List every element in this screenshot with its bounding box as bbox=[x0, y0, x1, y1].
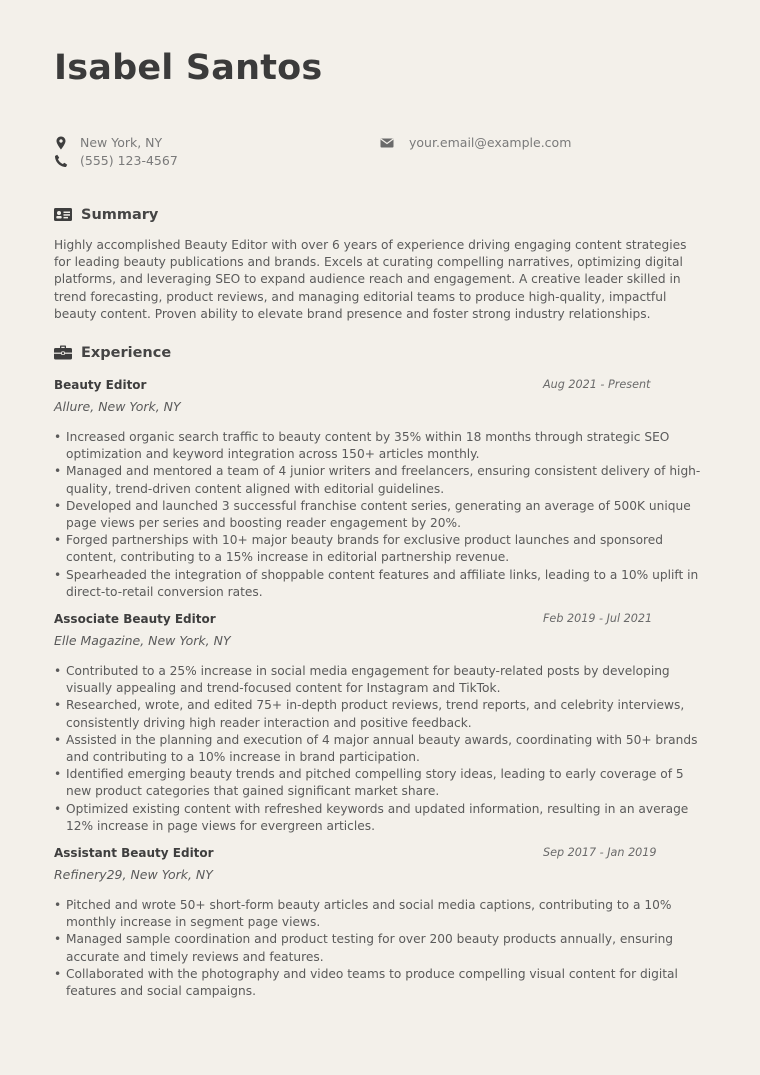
job-title: Beauty Editor bbox=[54, 378, 147, 392]
bullet-item: • Increased organic search traffic to beauty content by 35% within 18 months through strategic SEO optimization and keyword integration across 150+ articles monthly. bbox=[54, 429, 706, 463]
bullet-item: • Spearheaded the integration of shoppable content features and affiliate links, leading to a 10% uplift in direct-to-retail conversion rates. bbox=[54, 567, 706, 601]
id-card-icon bbox=[54, 207, 72, 222]
experience-heading bbox=[54, 343, 254, 363]
contact-phone bbox=[54, 152, 254, 170]
job-entry bbox=[54, 377, 706, 602]
job-title: Assistant Beauty Editor bbox=[54, 846, 214, 860]
map-pin-icon bbox=[54, 136, 68, 150]
bullet-item: • Collaborated with the photography and video teams to produce compelling visual content for digital features and social campaigns. bbox=[54, 966, 706, 1000]
bullet-item: • Researched, wrote, and edited 75+ in-depth product reviews, trend reports, and celebrity interviews, consistently driving high reader interaction and positive feedback. bbox=[54, 697, 706, 731]
job-bullets bbox=[54, 429, 706, 601]
summary-text: Highly accomplished Beauty Editor with over 6 years of experience driving engaging content strategies for leading beauty publications and brands. Excels at curating compelling narratives, optimizing digital platforms, and leveraging SEO to expand audience reach and engagement. A creative leader skilled in trend forecasting, product reviews, and managing editorial teams to produce high-quality, impactful beauty content. Proven ability to elevate brand presence and foster strong industry relationships. bbox=[54, 238, 687, 321]
bullet-item: • Identified emerging beauty trends and pitched compelling story ideas, leading to early coverage of 5 new product categories that gained significant market share. bbox=[54, 766, 706, 800]
summary-heading bbox=[54, 205, 254, 225]
bullet-item: • Developed and launched 3 successful franchise content series, generating an average of 500K unique page views per series and boosting reader engagement by 20%. bbox=[54, 498, 706, 532]
bullet-item: • Managed and mentored a team of 4 junior writers and freelancers, ensuring consistent delivery of high-quality, trend-driven content aligned with editorial guidelines. bbox=[54, 463, 706, 497]
briefcase-icon bbox=[54, 345, 72, 360]
location-text: New York, NY bbox=[80, 135, 163, 150]
job-dates: Aug 2021 - Present bbox=[543, 378, 651, 391]
bullet-item: • Assisted in the planning and execution of 4 major annual beauty awards, coordinating with 50+ brands and contributing to a 10% increase in brand participation. bbox=[54, 732, 706, 766]
summary-title: Summary bbox=[81, 207, 159, 223]
bullet-item: • Managed sample coordination and product testing for over 200 beauty products annually, ensuring accurate and timely reviews and features. bbox=[54, 931, 706, 965]
job-company: Refinery29, New York, NY bbox=[54, 867, 213, 882]
job-entry bbox=[54, 845, 706, 1005]
job-company: Allure, New York, NY bbox=[54, 399, 181, 414]
bullet-item: • Forged partnerships with 10+ major beauty brands for exclusive product launches and sponsored content, contributing to a 15% increase in editorial partnership revenue. bbox=[54, 532, 706, 566]
bullet-item: • Pitched and wrote 50+ short-form beauty articles and social media captions, contributing to a 10% monthly increase in segment page views. bbox=[54, 897, 706, 931]
envelope-icon bbox=[380, 136, 394, 150]
bullet-item: • Optimized existing content with refreshed keywords and updated information, resulting in an average 12% increase in page views for evergreen articles. bbox=[54, 801, 706, 835]
contact-email bbox=[380, 134, 630, 152]
email-link[interactable]: your.email@example.com bbox=[409, 135, 572, 150]
contact-location bbox=[54, 134, 254, 152]
experience-title: Experience bbox=[81, 345, 172, 361]
job-entry bbox=[54, 611, 706, 836]
job-dates: Sep 2017 - Jan 2019 bbox=[543, 846, 657, 859]
phone-icon bbox=[54, 154, 68, 168]
job-title: Associate Beauty Editor bbox=[54, 612, 216, 626]
candidate-name: Isabel Santos bbox=[54, 48, 323, 88]
job-bullets bbox=[54, 663, 706, 835]
job-bullets bbox=[54, 897, 706, 1000]
bullet-item: • Contributed to a 25% increase in social media engagement for beauty-related posts by developing visually appealing and trend-focused content for Instagram and TikTok. bbox=[54, 663, 706, 697]
job-dates: Feb 2019 - Jul 2021 bbox=[543, 612, 653, 625]
job-company: Elle Magazine, New York, NY bbox=[54, 633, 231, 648]
phone-text: (555) 123-4567 bbox=[80, 153, 178, 168]
